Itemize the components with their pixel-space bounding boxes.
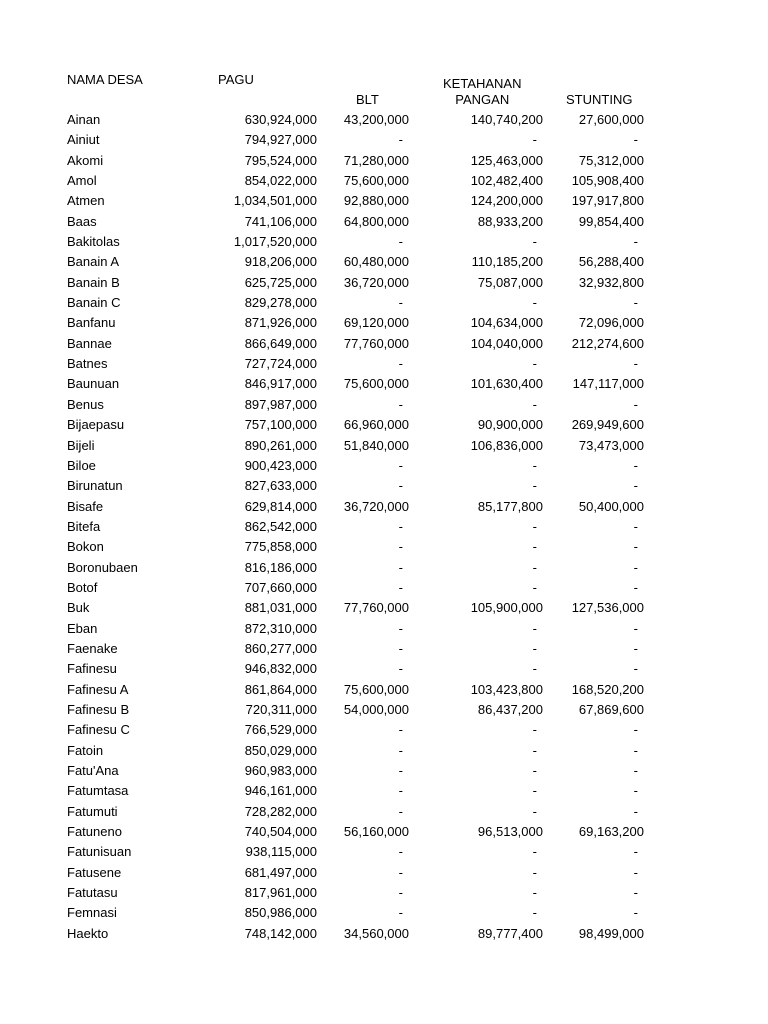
- cell-blt: -: [398, 844, 403, 860]
- cell-ketahanan-pangan: 86,437,200: [477, 701, 543, 717]
- cell-blt: -: [398, 132, 403, 148]
- cell-stunting: -: [633, 763, 638, 778]
- cell-blt: -: [398, 457, 403, 473]
- cell-blt: 60,480,000: [343, 254, 409, 270]
- cell-stunting: -: [633, 234, 638, 250]
- cell-ketahanan-pangan: 104,040,000: [470, 335, 543, 351]
- cell-ketahanan-pangan: 88,933,200: [477, 213, 543, 229]
- table-row: [0, 517, 768, 537]
- cell-nama-desa: Boronubaen: [67, 559, 138, 575]
- cell-ketahanan-pangan: 90,900,000: [477, 417, 543, 433]
- cell-ketahanan-pangan: 105,900,000: [470, 600, 543, 616]
- cell-nama-desa: Bijaepasu: [67, 417, 125, 433]
- cell-ketahanan-pangan: -: [532, 763, 537, 778]
- cell-ketahanan-pangan: -: [532, 844, 537, 860]
- cell-ketahanan-pangan: 124,200,000: [470, 193, 543, 209]
- cell-pagu: 748,142,000: [244, 925, 317, 941]
- cell-pagu: 829,278,000: [244, 295, 317, 311]
- cell-ketahanan-pangan: -: [532, 132, 537, 148]
- cell-ketahanan-pangan: -: [532, 539, 537, 555]
- cell-blt: -: [398, 559, 403, 575]
- cell-nama-desa: Batnes: [67, 356, 108, 372]
- cell-blt: 75,600,000: [343, 681, 409, 697]
- cell-nama-desa: Fatutasu: [67, 885, 118, 901]
- cell-blt: -: [398, 864, 403, 880]
- cell-ketahanan-pangan: -: [532, 457, 537, 473]
- cell-blt: 77,760,000: [343, 600, 409, 616]
- cell-ketahanan-pangan: 75,087,000: [477, 274, 543, 290]
- table-row: [0, 903, 768, 923]
- table-row: [0, 171, 768, 191]
- cell-blt: 43,200,000: [343, 112, 409, 127]
- cell-stunting: 168,520,200: [571, 681, 644, 697]
- table-row: [0, 619, 768, 639]
- cell-nama-desa: Buk: [67, 600, 90, 616]
- cell-nama-desa: Banfanu: [67, 315, 116, 331]
- cell-ketahanan-pangan: -: [532, 579, 537, 595]
- cell-pagu: 827,633,000: [244, 478, 317, 494]
- cell-stunting: -: [633, 905, 638, 921]
- table-row: [0, 374, 768, 394]
- cell-pagu: 861,864,000: [244, 681, 317, 697]
- cell-ketahanan-pangan: -: [532, 661, 537, 677]
- cell-stunting: 105,908,400: [571, 173, 644, 189]
- cell-pagu: 866,649,000: [244, 335, 317, 351]
- table-row: [0, 476, 768, 496]
- cell-stunting: 147,117,000: [572, 376, 644, 392]
- cell-pagu: 872,310,000: [244, 620, 317, 636]
- cell-pagu: 766,529,000: [244, 722, 317, 738]
- cell-blt: 36,720,000: [343, 498, 409, 514]
- cell-blt: -: [398, 783, 403, 799]
- table-row: [0, 720, 768, 740]
- cell-stunting: -: [633, 885, 638, 901]
- cell-nama-desa: Botof: [67, 579, 98, 595]
- cell-blt: -: [398, 640, 403, 656]
- cell-ketahanan-pangan: 102,482,400: [470, 173, 543, 189]
- cell-blt: 51,840,000: [343, 437, 409, 453]
- cell-ketahanan-pangan: 96,513,000: [477, 824, 543, 840]
- cell-stunting: 69,163,200: [578, 824, 644, 840]
- cell-nama-desa: Fatumuti: [67, 803, 118, 819]
- cell-nama-desa: Banain B: [67, 274, 120, 290]
- table-row: [0, 578, 768, 598]
- cell-stunting: 67,869,600: [578, 701, 644, 717]
- cell-nama-desa: Fatunisuan: [67, 844, 132, 860]
- cell-nama-desa: Fafinesu A: [67, 681, 129, 697]
- cell-pagu: 890,261,000: [244, 437, 317, 453]
- cell-pagu: 938,115,000: [245, 844, 317, 860]
- cell-blt: -: [398, 661, 403, 677]
- cell-ketahanan-pangan: -: [532, 518, 537, 534]
- cell-stunting: 56,288,400: [578, 254, 644, 270]
- cell-blt: -: [398, 742, 403, 758]
- cell-pagu: 946,832,000: [244, 661, 317, 677]
- cell-ketahanan-pangan: -: [532, 478, 537, 494]
- cell-stunting: 197,917,800: [571, 193, 644, 209]
- cell-stunting: -: [633, 518, 638, 534]
- table-row: [0, 436, 768, 456]
- cell-nama-desa: Fatusene: [67, 864, 122, 880]
- table-row: [0, 232, 768, 252]
- cell-pagu: 918,206,000: [244, 254, 317, 270]
- cell-nama-desa: Ainan: [67, 112, 101, 127]
- cell-ketahanan-pangan: 106,836,000: [470, 437, 543, 453]
- table-row: [0, 761, 768, 781]
- cell-nama-desa: Amol: [67, 173, 97, 189]
- cell-pagu: 850,986,000: [244, 905, 317, 921]
- cell-nama-desa: Akomi: [67, 152, 104, 168]
- cell-pagu: 817,961,000: [244, 885, 317, 901]
- cell-stunting: 27,600,000: [578, 112, 644, 127]
- cell-ketahanan-pangan: -: [532, 234, 537, 250]
- cell-stunting: -: [633, 396, 638, 412]
- header-blt: BLT: [356, 92, 379, 107]
- cell-stunting: -: [633, 661, 638, 677]
- cell-stunting: -: [633, 478, 638, 494]
- header-ketahanan-line1: KETAHANAN: [443, 76, 522, 91]
- table-row: [0, 130, 768, 150]
- cell-stunting: -: [633, 356, 638, 372]
- table-row: [0, 395, 768, 415]
- table-row: [0, 598, 768, 618]
- cell-stunting: -: [633, 864, 638, 880]
- cell-stunting: -: [633, 722, 638, 738]
- cell-pagu: 850,029,000: [244, 742, 317, 758]
- cell-nama-desa: Banain C: [67, 295, 121, 311]
- cell-pagu: 862,542,000: [244, 518, 317, 534]
- table-row: [0, 863, 768, 883]
- cell-stunting: -: [633, 742, 638, 758]
- cell-blt: 64,800,000: [343, 213, 409, 229]
- cell-pagu: 629,814,000: [244, 498, 317, 514]
- table-row: [0, 842, 768, 862]
- cell-ketahanan-pangan: 125,463,000: [470, 152, 543, 168]
- cell-ketahanan-pangan: 104,634,000: [470, 315, 543, 331]
- data-table: [0, 110, 768, 944]
- cell-nama-desa: Bijeli: [67, 437, 95, 453]
- cell-blt: 69,120,000: [343, 315, 409, 331]
- cell-blt: 36,720,000: [343, 274, 409, 290]
- cell-stunting: 75,312,000: [578, 152, 644, 168]
- cell-nama-desa: Bokon: [67, 539, 104, 555]
- cell-nama-desa: Biloe: [67, 457, 96, 473]
- header-ketahanan-pangan: [443, 76, 522, 108]
- table-row: [0, 497, 768, 517]
- cell-blt: -: [398, 295, 403, 311]
- cell-ketahanan-pangan: -: [532, 396, 537, 412]
- cell-stunting: -: [633, 559, 638, 575]
- cell-ketahanan-pangan: -: [532, 905, 537, 921]
- cell-stunting: 98,499,000: [578, 925, 644, 941]
- cell-pagu: 757,100,000: [244, 417, 317, 433]
- cell-ketahanan-pangan: -: [532, 620, 537, 636]
- cell-nama-desa: Bitefa: [67, 518, 101, 534]
- cell-ketahanan-pangan: -: [532, 864, 537, 880]
- cell-nama-desa: Eban: [67, 620, 98, 636]
- cell-pagu: 727,724,000: [244, 356, 317, 372]
- cell-ketahanan-pangan: -: [532, 742, 537, 758]
- table-row: [0, 741, 768, 761]
- cell-stunting: -: [633, 783, 638, 799]
- cell-pagu: 946,161,000: [244, 783, 317, 799]
- cell-ketahanan-pangan: 110,185,200: [471, 254, 543, 270]
- cell-stunting: -: [633, 457, 638, 473]
- cell-nama-desa: Fatu'Ana: [67, 763, 119, 778]
- table-row: [0, 659, 768, 679]
- cell-stunting: 50,400,000: [578, 498, 644, 514]
- cell-pagu: 816,186,000: [244, 559, 317, 575]
- header-stunting: STUNTING: [566, 92, 633, 107]
- cell-stunting: 99,854,400: [578, 213, 644, 229]
- cell-ketahanan-pangan: 103,423,800: [470, 681, 543, 697]
- table-row: [0, 558, 768, 578]
- cell-nama-desa: Haekto: [67, 925, 109, 941]
- cell-blt: -: [398, 763, 403, 778]
- cell-nama-desa: Fafinesu B: [67, 701, 130, 717]
- table-row: [0, 252, 768, 272]
- cell-blt: 71,280,000: [343, 152, 409, 168]
- cell-ketahanan-pangan: -: [532, 356, 537, 372]
- table-row: [0, 537, 768, 557]
- cell-stunting: 32,932,800: [578, 274, 644, 290]
- cell-ketahanan-pangan: -: [532, 640, 537, 656]
- table-row: [0, 191, 768, 211]
- cell-pagu: 775,858,000: [244, 539, 317, 555]
- cell-nama-desa: Baunuan: [67, 376, 120, 392]
- cell-nama-desa: Bisafe: [67, 498, 104, 514]
- cell-stunting: -: [633, 132, 638, 148]
- cell-pagu: 960,983,000: [244, 763, 317, 778]
- cell-ketahanan-pangan: -: [532, 722, 537, 738]
- cell-ketahanan-pangan: -: [532, 295, 537, 311]
- cell-nama-desa: Fatumtasa: [67, 783, 129, 799]
- cell-stunting: -: [633, 579, 638, 595]
- cell-blt: -: [398, 478, 403, 494]
- cell-stunting: -: [633, 295, 638, 311]
- table-row: [0, 639, 768, 659]
- cell-pagu: 846,917,000: [244, 376, 317, 392]
- cell-pagu: 854,022,000: [244, 173, 317, 189]
- cell-nama-desa: Fafinesu C: [67, 722, 130, 738]
- cell-pagu: 860,277,000: [244, 640, 317, 656]
- cell-blt: -: [398, 518, 403, 534]
- cell-ketahanan-pangan: 101,630,400: [470, 376, 543, 392]
- cell-blt: 66,960,000: [343, 417, 409, 433]
- cell-blt: -: [398, 905, 403, 921]
- header-ketahanan-line2: PANGAN: [455, 92, 510, 107]
- cell-nama-desa: Baas: [67, 213, 97, 229]
- cell-blt: -: [398, 722, 403, 738]
- cell-pagu: 881,031,000: [244, 600, 317, 616]
- cell-stunting: 73,473,000: [578, 437, 644, 453]
- cell-pagu: 741,106,000: [244, 213, 317, 229]
- cell-nama-desa: Atmen: [67, 193, 105, 209]
- cell-blt: -: [398, 885, 403, 901]
- cell-blt: 54,000,000: [343, 701, 409, 717]
- table-row: [0, 456, 768, 476]
- cell-pagu: 707,660,000: [244, 579, 317, 595]
- table-row: [0, 883, 768, 903]
- table-row: [0, 110, 768, 130]
- table-row: [0, 293, 768, 313]
- cell-pagu: 871,926,000: [244, 315, 317, 331]
- cell-stunting: 269,949,600: [571, 417, 644, 433]
- cell-pagu: 795,524,000: [244, 152, 317, 168]
- cell-stunting: 127,536,000: [571, 600, 644, 616]
- cell-pagu: 740,504,000: [244, 824, 317, 840]
- cell-ketahanan-pangan: 85,177,800: [477, 498, 543, 514]
- cell-pagu: 630,924,000: [244, 112, 317, 127]
- cell-blt: -: [398, 803, 403, 819]
- cell-blt: 75,600,000: [343, 376, 409, 392]
- cell-nama-desa: Birunatun: [67, 478, 123, 494]
- table-row: [0, 924, 768, 944]
- table-row: [0, 212, 768, 232]
- cell-stunting: -: [633, 620, 638, 636]
- cell-ketahanan-pangan: -: [532, 559, 537, 575]
- cell-pagu: 681,497,000: [244, 864, 317, 880]
- cell-stunting: -: [633, 539, 638, 555]
- cell-pagu: 728,282,000: [244, 803, 317, 819]
- cell-blt: -: [398, 356, 403, 372]
- cell-nama-desa: Fatuneno: [67, 824, 122, 840]
- cell-blt: -: [398, 396, 403, 412]
- cell-stunting: -: [633, 640, 638, 656]
- cell-pagu: 897,987,000: [244, 396, 317, 412]
- cell-pagu: 625,725,000: [244, 274, 317, 290]
- cell-stunting: -: [633, 803, 638, 819]
- table-row: [0, 151, 768, 171]
- cell-nama-desa: Benus: [67, 396, 104, 412]
- header-pagu: PAGU: [218, 72, 254, 87]
- cell-blt: -: [398, 539, 403, 555]
- cell-blt: -: [398, 620, 403, 636]
- cell-stunting: 212,274,600: [571, 335, 644, 351]
- table-row: [0, 415, 768, 435]
- cell-nama-desa: Femnasi: [67, 905, 117, 921]
- table-row: [0, 802, 768, 822]
- table-row: [0, 680, 768, 700]
- cell-pagu: 794,927,000: [244, 132, 317, 148]
- cell-nama-desa: Fatoin: [67, 742, 104, 758]
- cell-nama-desa: Banain A: [67, 254, 120, 270]
- cell-ketahanan-pangan: 89,777,400: [477, 925, 543, 941]
- cell-ketahanan-pangan: -: [532, 803, 537, 819]
- cell-pagu: 1,034,501,000: [233, 193, 317, 209]
- table-row: [0, 781, 768, 801]
- header-nama-desa: NAMA DESA: [67, 72, 143, 87]
- cell-blt: -: [398, 579, 403, 595]
- cell-nama-desa: Fafinesu: [67, 661, 117, 677]
- cell-blt: 34,560,000: [343, 925, 409, 941]
- cell-pagu: 720,311,000: [245, 701, 317, 717]
- cell-stunting: -: [633, 844, 638, 860]
- cell-blt: -: [398, 234, 403, 250]
- cell-pagu: 900,423,000: [244, 457, 317, 473]
- cell-pagu: 1,017,520,000: [233, 234, 317, 250]
- table-row: [0, 822, 768, 842]
- table-row: [0, 700, 768, 720]
- cell-nama-desa: Bannae: [67, 335, 112, 351]
- cell-stunting: 72,096,000: [578, 315, 644, 331]
- cell-ketahanan-pangan: -: [532, 783, 537, 799]
- table-row: [0, 313, 768, 333]
- cell-ketahanan-pangan: -: [532, 885, 537, 901]
- table-row: [0, 334, 768, 354]
- cell-nama-desa: Bakitolas: [67, 234, 120, 250]
- table-row: [0, 273, 768, 293]
- cell-ketahanan-pangan: 140,740,200: [470, 112, 543, 127]
- cell-nama-desa: Ainiut: [67, 132, 100, 148]
- cell-nama-desa: Faenake: [67, 640, 118, 656]
- cell-blt: 75,600,000: [343, 173, 409, 189]
- cell-blt: 77,760,000: [343, 335, 409, 351]
- cell-blt: 56,160,000: [343, 824, 409, 840]
- table-row: [0, 354, 768, 374]
- cell-blt: 92,880,000: [343, 193, 409, 209]
